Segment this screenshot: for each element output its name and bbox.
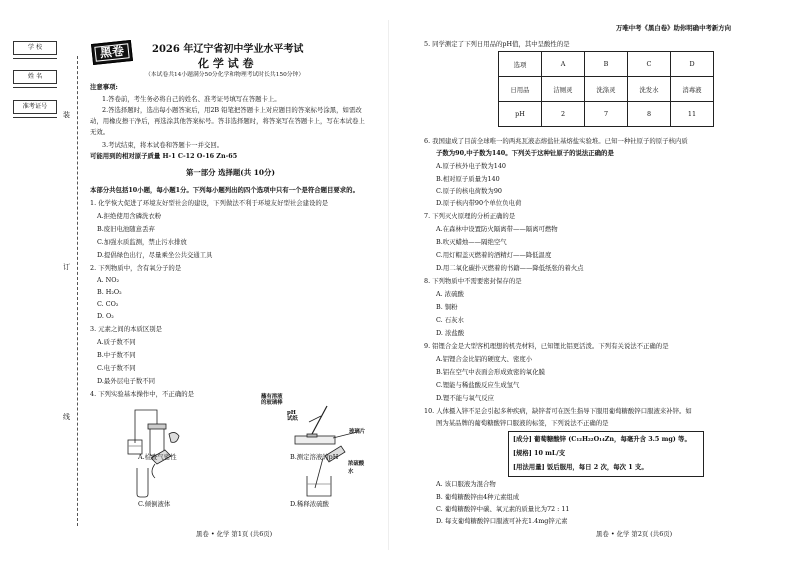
option-c[interactable]: C.电子数不同 bbox=[97, 364, 136, 372]
figure-d-label: 浓硫酸 bbox=[348, 461, 365, 467]
table-cell: 2 bbox=[542, 102, 585, 127]
notice-line: 3.考试结束，将本试卷和答题卡一并交回。 bbox=[102, 141, 224, 149]
notice-line: 1.答卷前，考生务必将自己的姓名、准考证号填写在答题卡上。 bbox=[102, 95, 281, 103]
binding-line bbox=[77, 56, 78, 526]
question-stem: 4. 下列实验基本操作中，不正确的是 bbox=[90, 390, 194, 398]
footer-left: 黑卷 • 化学 第1页 (共6页) bbox=[196, 530, 273, 538]
exam-subtitle: 化 学 试 卷 bbox=[198, 57, 254, 70]
field-underline bbox=[13, 87, 57, 88]
question-stem: 3. 元素之间的本质区别是 bbox=[90, 325, 163, 333]
option-a[interactable]: A.在森林中设置防火隔离带——隔离可燃物 bbox=[436, 225, 558, 233]
section-title: 第一部分 选择题(共 10分) bbox=[186, 168, 275, 177]
atomic-mass-line: 可能用到的相对原子质量 H-1 C-12 O-16 Zn-65 bbox=[90, 152, 238, 160]
option-d[interactable]: D.提倡绿色出行，尽量乘坐公共交通工具 bbox=[97, 251, 213, 259]
option-c[interactable]: C. CO₂ bbox=[97, 300, 119, 308]
option-a[interactable]: A.铝锂合金比铝的硬度大、密度小 bbox=[436, 355, 533, 363]
option-d[interactable]: D. 浓盐酸 bbox=[436, 329, 465, 337]
table-cell: D bbox=[671, 52, 714, 77]
option-b[interactable]: B.吹灭蜡烛——隔绝空气 bbox=[436, 238, 507, 246]
option-b[interactable]: B.废旧电池随意丢弃 bbox=[97, 225, 155, 233]
exam-note: （本试卷共14小题满分50分化学和物理考试时长共150分钟） bbox=[145, 72, 305, 78]
question-stem: 10. 人体摄入锌不足会引起多种疾病，缺锌者可在医生指导下服用葡萄糖酸锌口服液来补锌。如 bbox=[424, 407, 692, 415]
option-a[interactable]: A.质子数不同 bbox=[97, 338, 136, 346]
figure-d-label: 水 bbox=[348, 469, 354, 475]
option-d[interactable]: D.稀释浓硫酸 bbox=[290, 500, 329, 508]
q4-figures bbox=[95, 398, 385, 498]
option-a[interactable]: A.检查气密性 bbox=[138, 453, 177, 461]
option-b[interactable]: B. 葡萄糖酸锌由4种元素组成 bbox=[436, 493, 520, 501]
binding-char-ding: 订 bbox=[63, 263, 70, 271]
school-field[interactable]: 学 校 bbox=[13, 41, 57, 55]
top-slogan: 万唯中考《黑白卷》助你明确中考新方向 bbox=[616, 24, 732, 32]
footer-right: 黑卷 • 化学 第2页 (共6页) bbox=[596, 530, 673, 538]
table-cell: 日用品 bbox=[499, 77, 542, 102]
option-d[interactable]: D.用二氧化碳扑灭燃着的书籍——降低纸张的着火点 bbox=[436, 264, 584, 272]
notice-heading: 注意事项: bbox=[90, 83, 118, 91]
label-dosage: [用法用量] 饭后服用，每日 2 次，每次 1 支。 bbox=[513, 463, 648, 471]
option-d[interactable]: D. O₂ bbox=[97, 312, 114, 320]
center-gutter bbox=[388, 20, 389, 550]
question-stem: 9. 铝锂合金是大型客机理想的机壳材料，已知锂比铝更活泼。下列有关说法不正确的是 bbox=[424, 342, 669, 350]
table-cell: B bbox=[585, 52, 628, 77]
binding-char-xian: 线 bbox=[63, 413, 70, 421]
option-c[interactable]: C.锂能与稀盐酸反应生成氢气 bbox=[436, 381, 520, 389]
binding-char-zhuang: 装 bbox=[63, 111, 70, 119]
notice-line: 2.答选择题时，选出每小题答案后，用2B 铅笔把答题卡上对应题目的答案标号涂黑，如需改 bbox=[102, 106, 362, 114]
table-cell: 11 bbox=[671, 102, 714, 127]
figure-b-label: pH bbox=[287, 410, 296, 416]
question-stem: 子数为90,中子数为140。下列关于这种钍原子的说法正确的是 bbox=[436, 149, 614, 157]
question-stem: 8. 下列物质中不需要密封保存的是 bbox=[424, 277, 522, 285]
table-cell: pH bbox=[499, 102, 542, 127]
label-spec: [规格] 10 mL/支 bbox=[513, 449, 566, 457]
option-d[interactable]: D. 每支葡萄糖酸锌口服液可补充1.4mg锌元素 bbox=[436, 517, 568, 525]
table-cell: 洗发水 bbox=[628, 77, 671, 102]
figure-b-label: 试纸 bbox=[287, 416, 298, 422]
question-stem: 7. 下列灭火原理的分析正确的是 bbox=[424, 212, 516, 220]
option-c[interactable]: C. 石灰水 bbox=[436, 316, 464, 324]
section-instruction: 本部分共包括10小题，每小题1分。下列每小题列出的四个选项中只有一个是符合题目要求的。 bbox=[90, 186, 359, 194]
ph-table bbox=[498, 51, 714, 127]
product-label-box bbox=[508, 431, 704, 477]
question-stem: 1. 化学恢大促进了环境友好型社会的建设，下列做法不利于环境友好型社会建设的是 bbox=[90, 199, 329, 207]
exam-title: 2026 年辽宁省初中学业水平考试 bbox=[152, 44, 304, 55]
option-d[interactable]: D.最外层电子数不同 bbox=[97, 377, 156, 385]
question-stem: 6. 我国建成了目前全球唯一的两兆瓦液态熔盐钍基熔盐实验堆。已知一种钍原子的原子核内质 bbox=[424, 137, 688, 145]
option-b[interactable]: B.中子数不同 bbox=[97, 351, 136, 359]
question-stem: 5. 同学测定了下列日用品的pH值，其中呈酸性的是 bbox=[424, 40, 570, 48]
question-stem: 2. 下列物质中，含有氧分子的是 bbox=[90, 264, 182, 272]
name-field[interactable]: 姓 名 bbox=[13, 70, 57, 84]
option-a[interactable]: A. 浓硫酸 bbox=[436, 290, 464, 298]
option-c[interactable]: C. 葡萄糖酸锌中碳、氧元素的质量比为72 : 11 bbox=[436, 505, 570, 513]
table-cell: C bbox=[628, 52, 671, 77]
table-cell: 8 bbox=[628, 102, 671, 127]
option-b[interactable]: B.铝在空气中表面会形成致密的氧化膜 bbox=[436, 368, 545, 376]
field-underline bbox=[13, 58, 57, 59]
option-d[interactable]: D.原子核内带90个单位负电荷 bbox=[436, 199, 522, 207]
figure-b-label: 玻璃片 bbox=[349, 429, 366, 435]
table-cell: A bbox=[542, 52, 585, 77]
option-b[interactable]: B. 铜粉 bbox=[436, 303, 458, 311]
exam-number-field[interactable]: 准考证号 bbox=[13, 100, 57, 114]
option-c[interactable]: C.原子的核电荷数为90 bbox=[436, 187, 502, 195]
table-cell: 洁厕灵 bbox=[542, 77, 585, 102]
notice-line: 动，用橡皮擦干净后，再选涂其他答案标号。答非选择题时，将答案写在答题卡上，写在本试卷上 bbox=[90, 117, 365, 125]
option-a[interactable]: A. NO₂ bbox=[97, 276, 120, 284]
option-a[interactable]: A.原子核外电子数为140 bbox=[436, 162, 506, 170]
black-paper-badge: 黑卷 bbox=[91, 40, 133, 65]
table-cell: 选项 bbox=[499, 52, 542, 77]
figure-b-label: 蘸有溶液 bbox=[261, 394, 283, 400]
option-b[interactable]: B.测定溶液的pH bbox=[290, 453, 339, 461]
option-a[interactable]: A.拒绝使用含磷洗衣粉 bbox=[97, 212, 162, 220]
table-cell: 洗涤灵 bbox=[585, 77, 628, 102]
option-c[interactable]: C.加强水质监测，禁止污水排放 bbox=[97, 238, 187, 246]
option-d[interactable]: D.锂不能与氧气反应 bbox=[436, 394, 495, 402]
figure-a-apparatus bbox=[128, 410, 179, 456]
option-c[interactable]: C.用灯帽盖灭燃着的酒精灯——降低温度 bbox=[436, 251, 552, 259]
label-ingredients: [成分] 葡萄糖酸锌 (C₁₂H₂₂O₁₄Zn，每毫升含 3.5 mg) 等。 bbox=[513, 435, 691, 443]
option-a[interactable]: A. 该口服液为混合物 bbox=[436, 480, 496, 488]
notice-line: 无效。 bbox=[90, 128, 110, 136]
option-c[interactable]: C.倾倒液体 bbox=[138, 500, 171, 508]
figure-b-label: 的玻璃棒 bbox=[261, 400, 283, 406]
option-b[interactable]: B.相对原子质量为140 bbox=[436, 175, 500, 183]
option-b[interactable]: B. H₂O₂ bbox=[97, 288, 122, 296]
question-stem: 图为某品牌的葡萄糖酸锌口服液的标签，下列说法不正确的是 bbox=[436, 419, 609, 427]
field-underline bbox=[13, 117, 57, 118]
table-cell: 消毒液 bbox=[671, 77, 714, 102]
table-cell: 7 bbox=[585, 102, 628, 127]
figure-b-apparatus bbox=[295, 406, 357, 444]
